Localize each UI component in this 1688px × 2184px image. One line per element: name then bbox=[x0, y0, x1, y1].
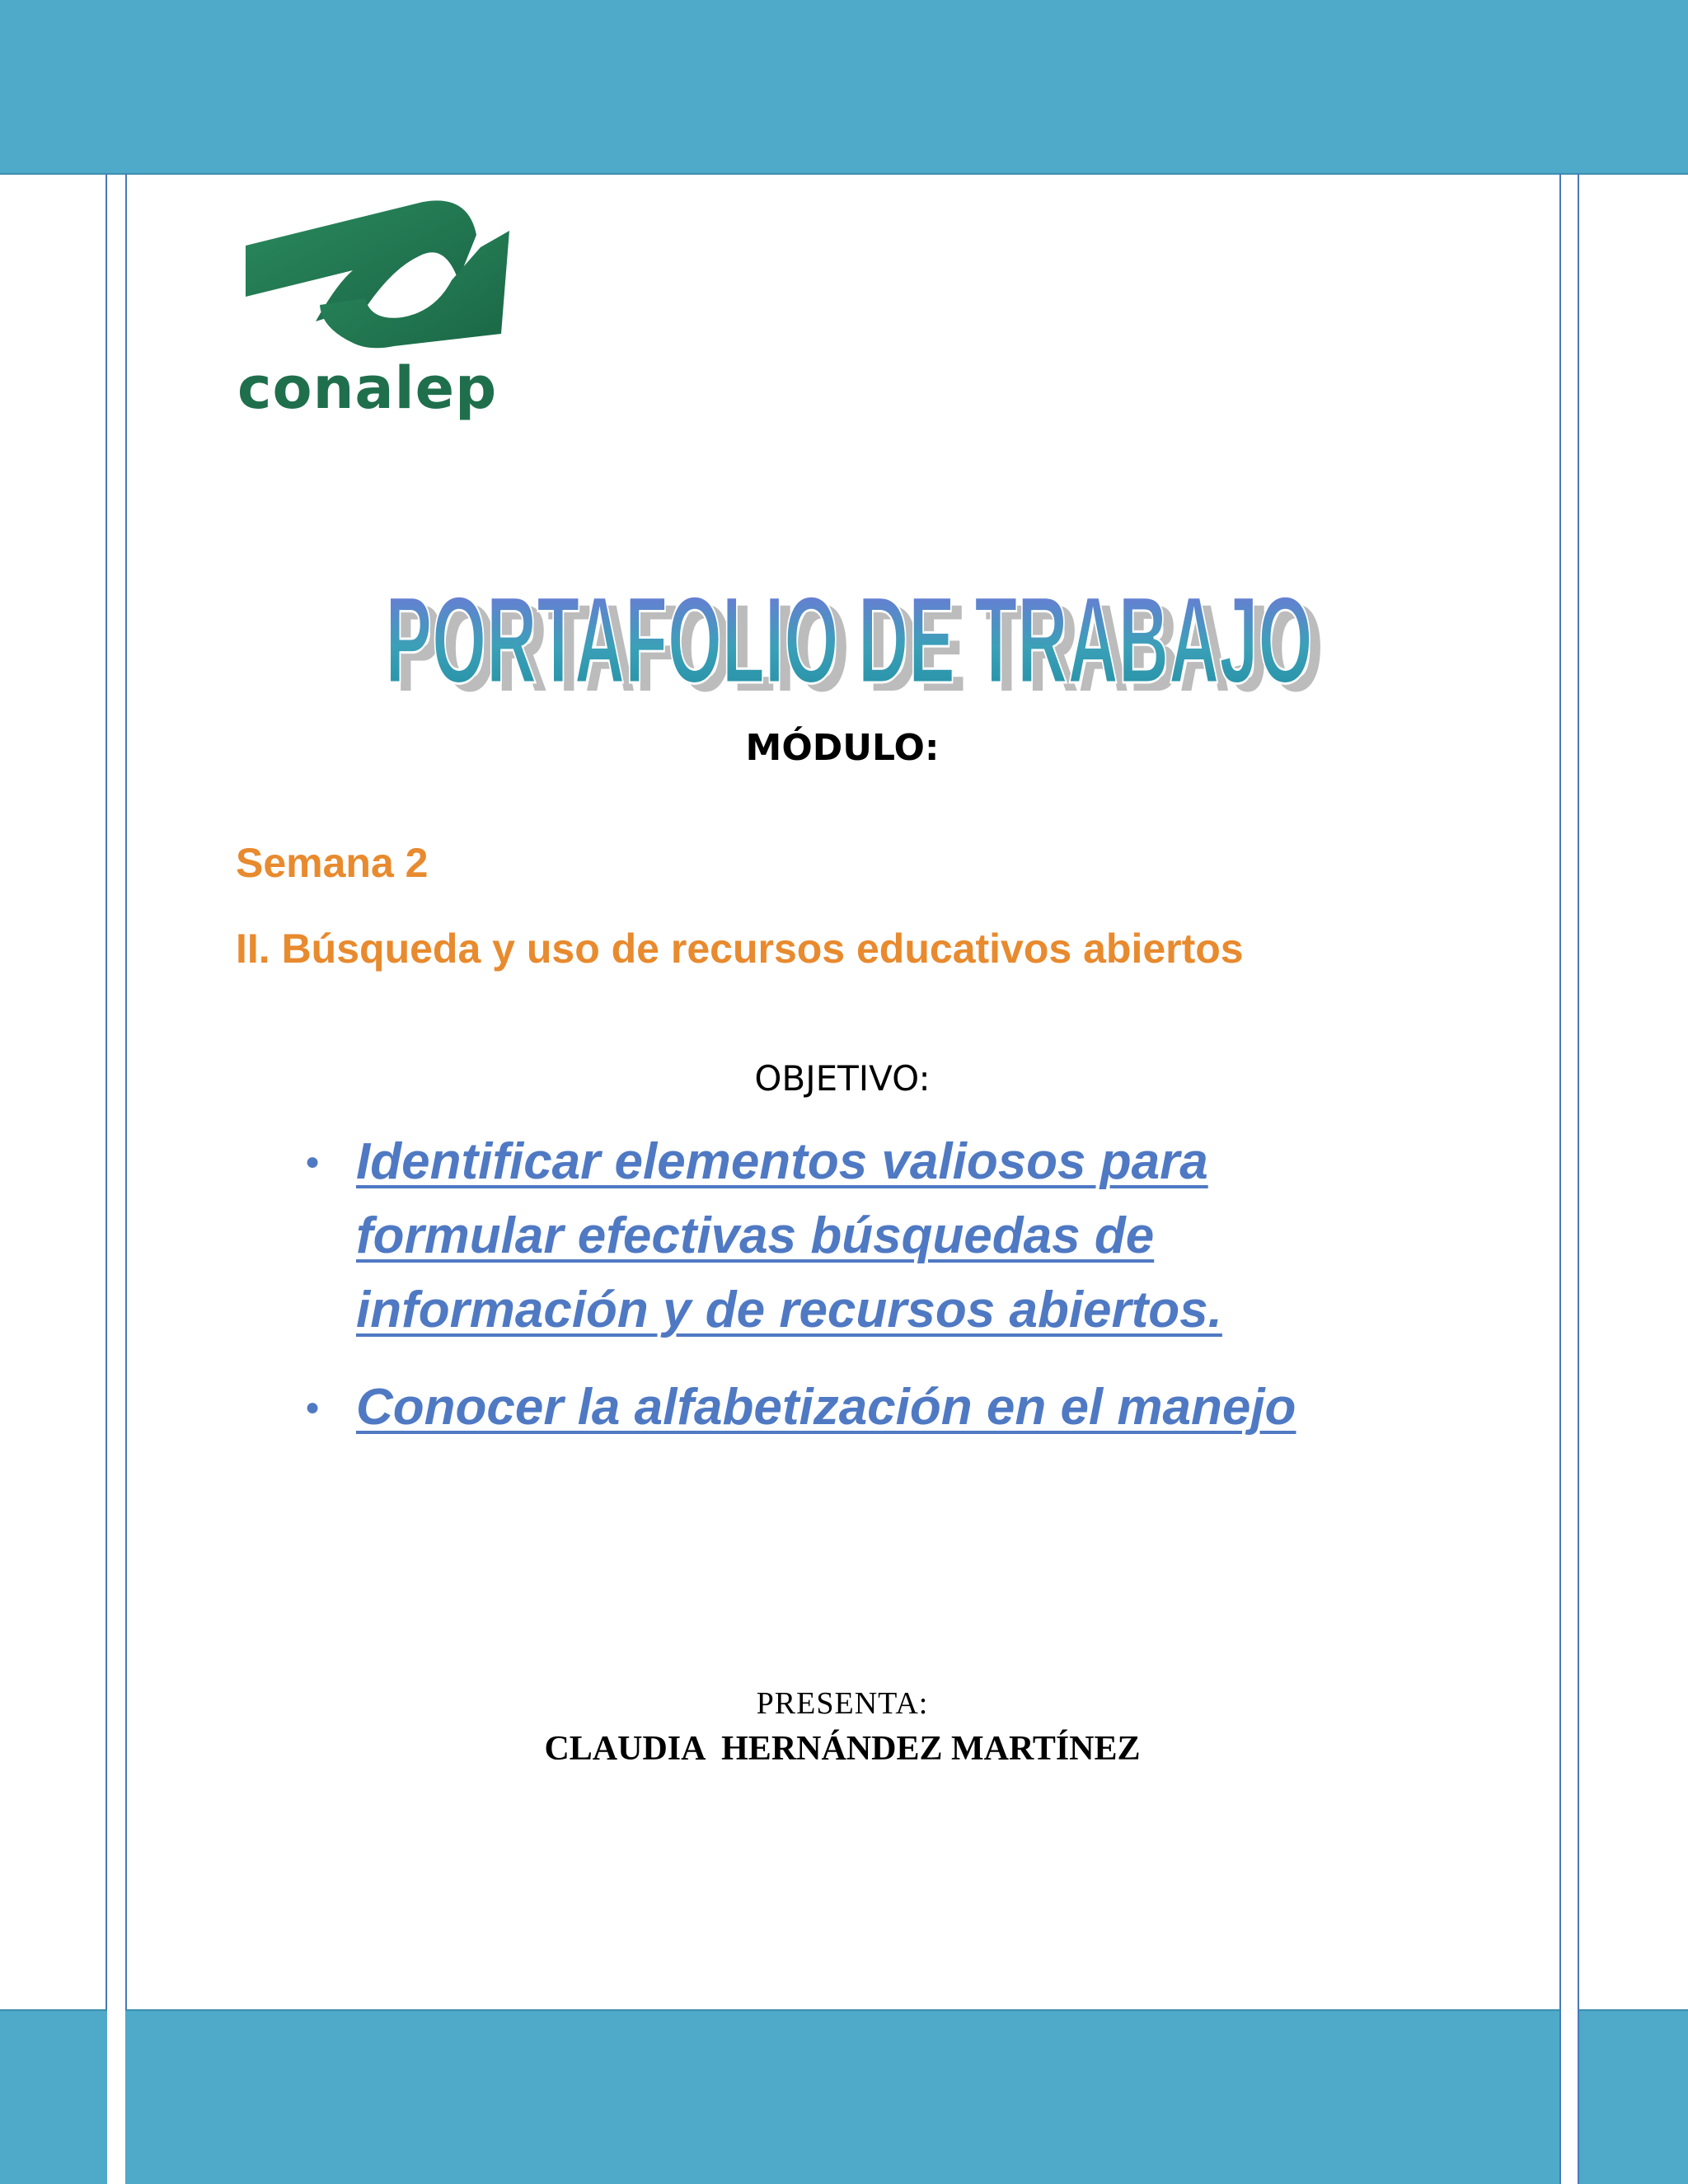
bottom-band-main bbox=[125, 2009, 1559, 2184]
bullet-icon: ● bbox=[305, 1394, 321, 1421]
bottom-band-left bbox=[0, 2009, 107, 2184]
week-heading: Semana 2 bbox=[236, 840, 429, 886]
objective-item bbox=[305, 1125, 1426, 1347]
frame-line-left-inner bbox=[125, 173, 127, 2184]
frame-line-right-inner bbox=[1559, 173, 1561, 2184]
bullet-icon: ● bbox=[305, 1148, 321, 1175]
conalep-wordmark: conalep bbox=[237, 354, 498, 422]
unit-heading: II. Búsqueda y uso de recursos educativos abiertos bbox=[236, 926, 1244, 972]
objectives-list bbox=[305, 1125, 1426, 1445]
page-title bbox=[363, 569, 1335, 709]
title-shadow: PORTAFOLIO DE TRABAJO bbox=[396, 579, 1324, 709]
objective-item bbox=[305, 1371, 1426, 1445]
title-text: PORTAFOLIO DE TRABAJO bbox=[385, 570, 1313, 709]
module-label: MÓDULO: bbox=[745, 727, 940, 769]
frame-line-right-outer bbox=[1578, 173, 1579, 2184]
presenta-label: PRESENTA: bbox=[756, 1686, 929, 1721]
objective-text: Conocer la alfabetización en el manejo bbox=[356, 1379, 1296, 1436]
presenter-name: CLAUDIA HERNÁNDEZ MARTÍNEZ bbox=[544, 1730, 1141, 1768]
bottom-band-right bbox=[1579, 2009, 1688, 2184]
objective-label: OBJETIVO: bbox=[754, 1058, 931, 1099]
frame-line-left-outer bbox=[106, 173, 107, 2184]
top-band bbox=[0, 0, 1688, 175]
objective-text: Identificar elementos valiosos para formular efectivas búsquedas de información y de recursos abiertos. bbox=[356, 1133, 1222, 1338]
